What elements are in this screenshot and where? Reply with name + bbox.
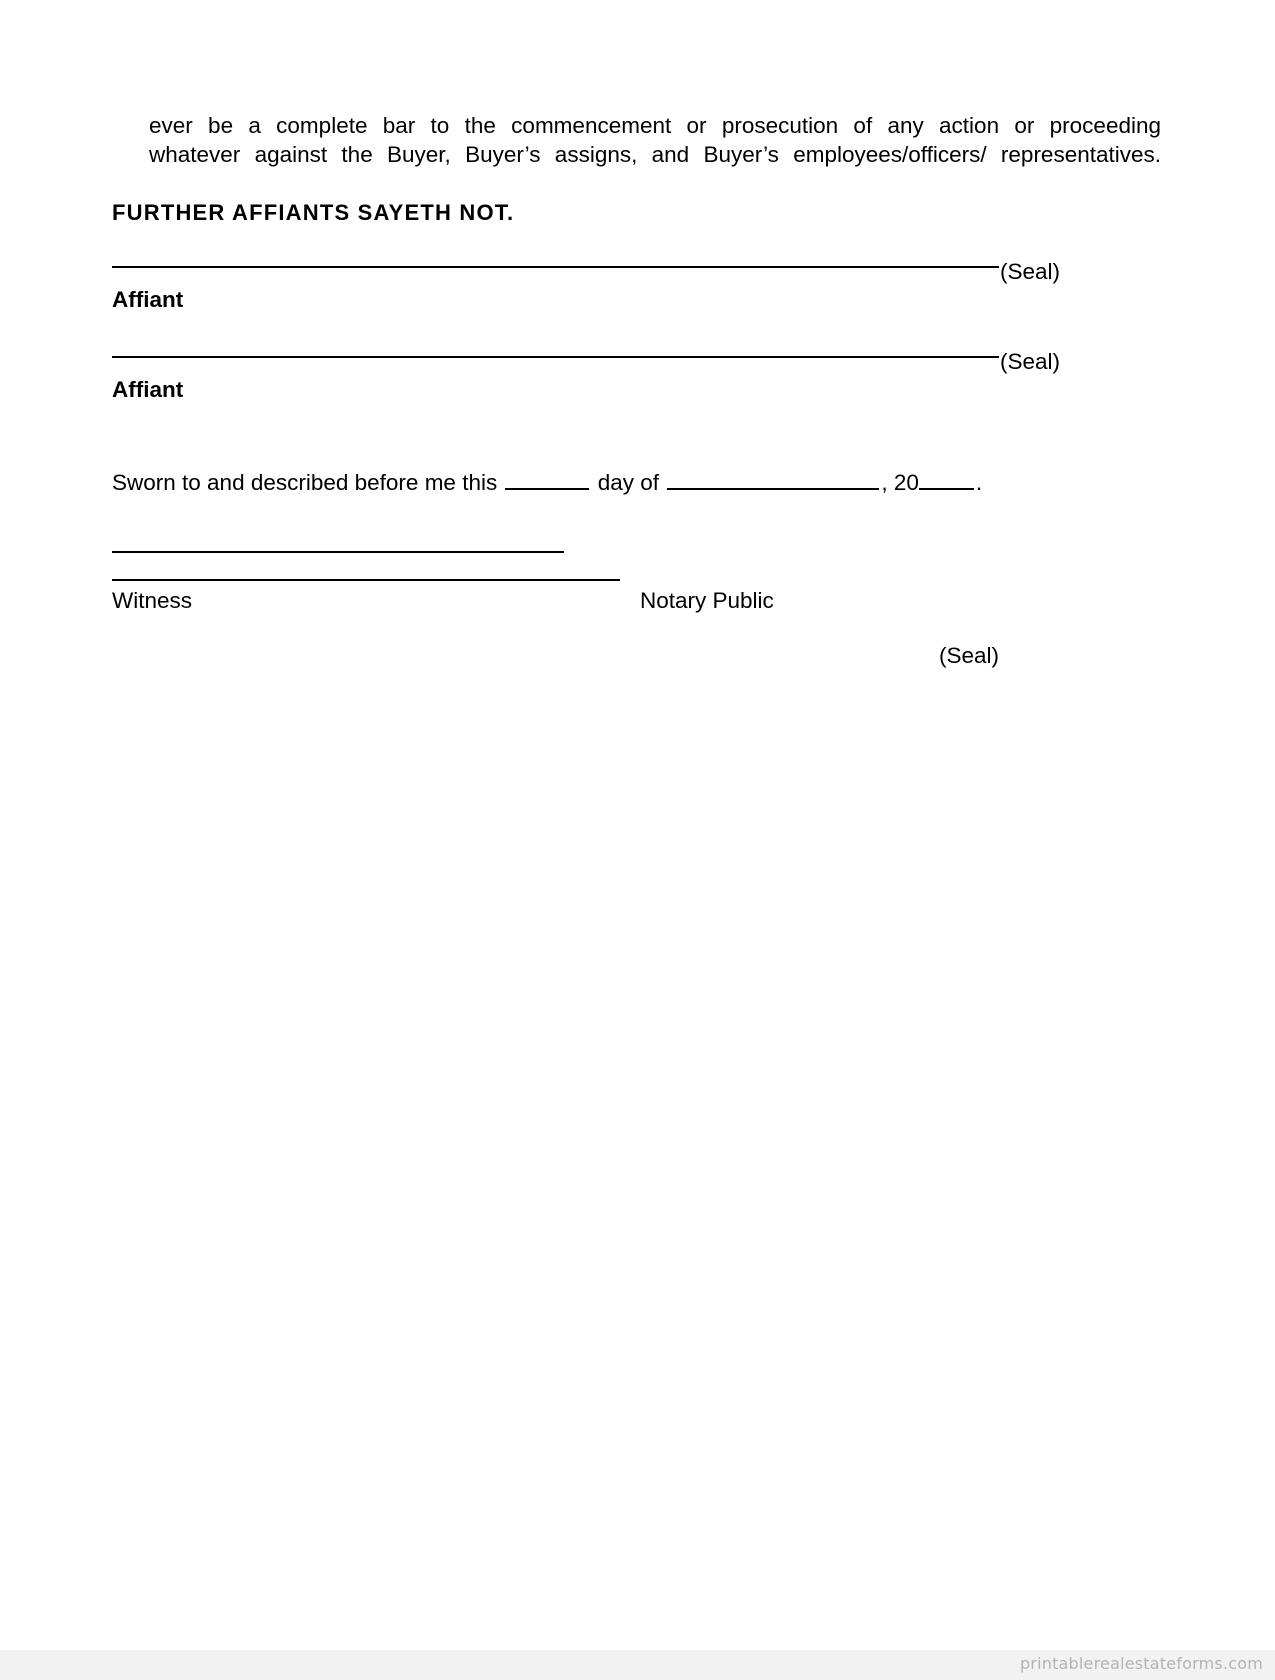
sworn-prefix: Sworn to and described before me this: [112, 470, 498, 495]
affiant-2-label: Affiant: [112, 377, 184, 402]
sworn-statement: [112, 468, 982, 497]
year-prefix: , 20: [881, 470, 919, 495]
notary-public-label: Notary Public: [640, 588, 774, 613]
affiant-1-signature-line[interactable]: [112, 266, 999, 268]
affiant-1-label: Affiant: [112, 287, 184, 312]
month-blank[interactable]: [667, 468, 879, 490]
year-blank[interactable]: [919, 468, 974, 490]
watermark-text: printablerealestateforms.com: [1019, 1654, 1263, 1673]
witness-signature-line[interactable]: [112, 551, 564, 553]
footer-bar: [0, 1650, 1275, 1680]
notary-signature-line[interactable]: [112, 579, 620, 581]
affiant-2-seal-label: (Seal): [1000, 349, 1061, 374]
closing-heading: FURTHER AFFIANTS SAYETH NOT.: [112, 200, 515, 225]
affiant-2-signature-line[interactable]: [112, 356, 999, 358]
witness-label: Witness: [112, 588, 193, 613]
paragraph-line-2: whatever against the Buyer, Buyer’s assigns, and Buyer’s employees/officers/ representatives.: [149, 142, 1161, 167]
day-of-label: day of: [597, 470, 660, 495]
paragraph-line-1: ever be a complete bar to the commencement or prosecution of any action or proceeding: [149, 113, 1161, 138]
continued-paragraph: [149, 111, 1161, 169]
day-blank[interactable]: [505, 468, 589, 490]
sworn-suffix: .: [975, 470, 983, 495]
affiant-1-seal-label: (Seal): [1000, 259, 1061, 284]
notary-seal-label: (Seal): [939, 643, 1000, 668]
